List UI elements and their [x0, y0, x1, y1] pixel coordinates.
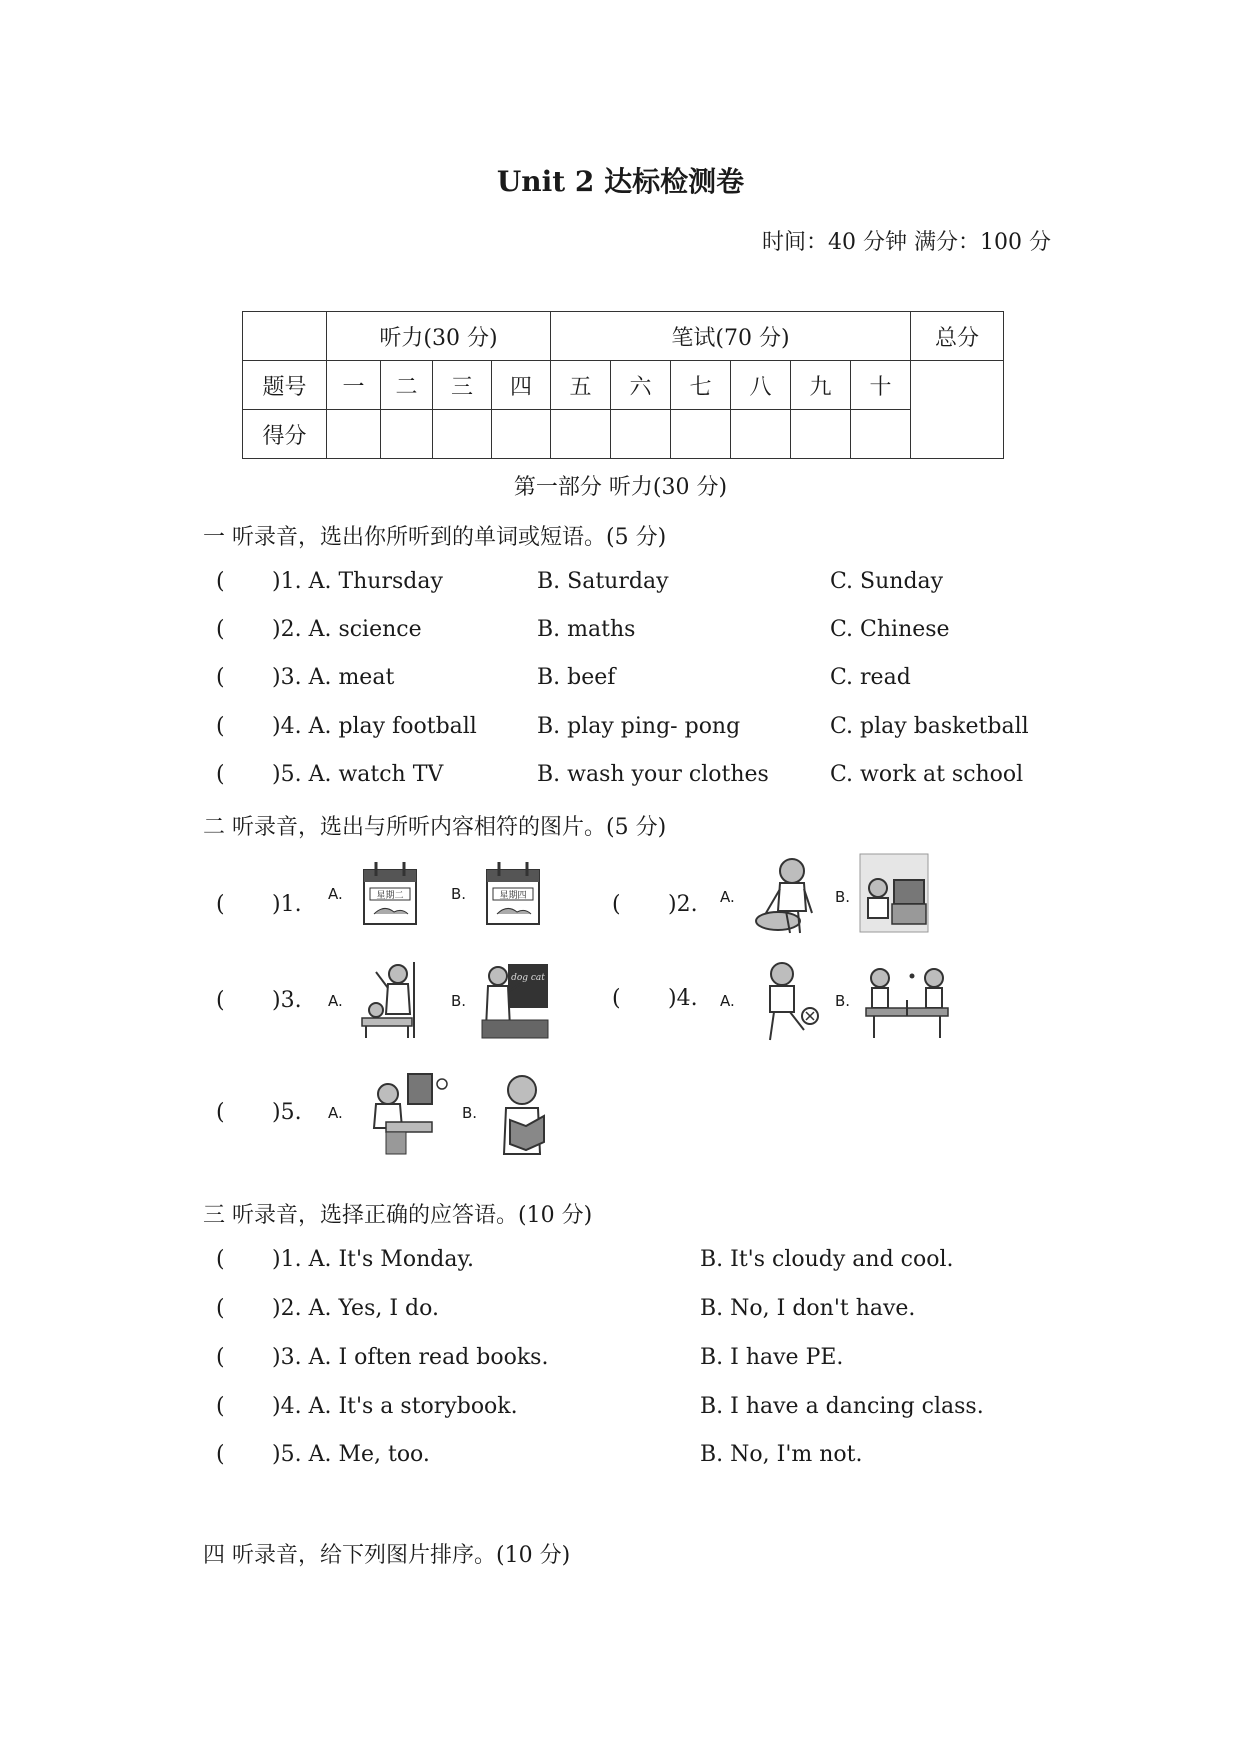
col-1: 一: [327, 361, 381, 410]
q3-option-b: B. No, I'm not.: [700, 1442, 863, 1467]
option-b-label: B.: [835, 992, 851, 1010]
option-a-label: A.: [328, 885, 343, 903]
answer-paren[interactable]: (: [216, 988, 225, 1013]
score-cell-5[interactable]: [551, 410, 611, 459]
option-a-label: A.: [720, 888, 735, 906]
listening-header: 听力(30 分): [327, 312, 551, 361]
q2-item-2: )2.: [668, 892, 698, 917]
calendar-picture-b: [483, 858, 543, 932]
col-3: 三: [433, 361, 492, 410]
teacher-blackboard-picture-b: [480, 958, 550, 1044]
q3-option-b: B. No, I don't have.: [700, 1296, 916, 1321]
answer-paren[interactable]: (: [216, 617, 225, 642]
score-cell-7[interactable]: [671, 410, 731, 459]
answer-paren[interactable]: (: [612, 892, 621, 917]
section-4-heading: 四 听录音，给下列图片排序。(10 分): [203, 1543, 571, 1568]
answer-paren[interactable]: (: [216, 1345, 225, 1370]
blackboard-text: dog cat: [511, 973, 545, 983]
total-header: 总分: [911, 312, 1004, 361]
q1-option-c: C. Sunday: [830, 569, 944, 594]
q1-option-b: B. wash your clothes: [537, 762, 769, 787]
calendar-picture-a: [360, 858, 420, 932]
q3-item-3: )3. A. I often read books.: [272, 1345, 549, 1370]
col-2: 二: [381, 361, 433, 410]
q3-option-b: B. I have PE.: [700, 1345, 844, 1370]
answer-paren[interactable]: (: [216, 1247, 225, 1272]
section-3-heading: 三 听录音，选择正确的应答语。(10 分): [203, 1203, 593, 1228]
q1-option-c: C. play basketball: [830, 714, 1029, 739]
score-cell-8[interactable]: [731, 410, 791, 459]
q1-item-2: )2. A. science: [272, 617, 422, 642]
boy-playing-football-picture: [752, 960, 822, 1050]
girl-at-desk-picture: [358, 1070, 448, 1160]
q3-item-5: )5. A. Me, too.: [272, 1442, 430, 1467]
option-a-label: A.: [328, 992, 343, 1010]
answer-paren[interactable]: (: [216, 1394, 225, 1419]
q3-item-2: )2. A. Yes, I do.: [272, 1296, 439, 1321]
boy-reading-book-picture: [492, 1070, 556, 1160]
score-cell-10[interactable]: [851, 410, 911, 459]
score-cell-2[interactable]: [381, 410, 433, 459]
answer-paren[interactable]: (: [216, 665, 225, 690]
col-5: 五: [551, 361, 611, 410]
option-b-label: B.: [451, 992, 467, 1010]
answer-paren[interactable]: (: [216, 1100, 225, 1125]
q2-item-5: )5.: [272, 1100, 302, 1125]
time-and-score-info: 时间：40 分钟 满分：100 分: [762, 230, 1051, 255]
score-cell-4[interactable]: [492, 410, 551, 459]
q1-option-c: C. read: [830, 665, 911, 690]
col-10: 十: [851, 361, 911, 410]
writing-header: 笔试(70 分): [551, 312, 911, 361]
q2-item-4: )4.: [668, 986, 698, 1011]
calendar-b-text: 星期四: [499, 891, 527, 901]
q1-item-5: )5. A. watch TV: [272, 762, 444, 787]
col-8: 八: [731, 361, 791, 410]
q3-option-b: B. It's cloudy and cool.: [700, 1247, 954, 1272]
q2-item-1: )1.: [272, 892, 302, 917]
score-cell-1[interactable]: [327, 410, 381, 459]
col-6: 六: [611, 361, 671, 410]
score-cell-9[interactable]: [791, 410, 851, 459]
total-score-cell[interactable]: [911, 361, 1004, 459]
boy-washing-clothes-picture: [750, 855, 825, 944]
q1-option-b: B. Saturday: [537, 569, 669, 594]
col-4: 四: [492, 361, 551, 410]
q1-option-b: B. maths: [537, 617, 636, 642]
answer-paren[interactable]: (: [216, 762, 225, 787]
q1-option-c: C. Chinese: [830, 617, 950, 642]
q1-option-b: B. beef: [537, 665, 616, 690]
option-a-label: A.: [720, 992, 735, 1010]
row-label-number: 题号: [243, 361, 327, 410]
row-label-score: 得分: [243, 410, 327, 459]
score-cell-3[interactable]: [433, 410, 492, 459]
q1-item-4: )4. A. play football: [272, 714, 477, 739]
answer-paren[interactable]: (: [216, 714, 225, 739]
calendar-a-text: 星期二: [376, 891, 404, 901]
col-9: 九: [791, 361, 851, 410]
children-playing-ping-pong-picture: [862, 962, 952, 1046]
option-b-label: B.: [451, 885, 467, 903]
q1-item-3: )3. A. meat: [272, 665, 395, 690]
answer-paren[interactable]: (: [216, 569, 225, 594]
option-a-label: A.: [328, 1104, 343, 1122]
q1-option-c: C. work at school: [830, 762, 1024, 787]
col-7: 七: [671, 361, 731, 410]
option-b-label: B.: [835, 888, 851, 906]
section-1-heading: 一 听录音，选出你所听到的单词或短语。(5 分): [203, 525, 667, 550]
girl-watching-tv-picture: [858, 852, 930, 938]
q3-option-b: B. I have a dancing class.: [700, 1394, 984, 1419]
answer-paren[interactable]: (: [216, 892, 225, 917]
page-title: Unit 2 达标检测卷: [496, 165, 745, 198]
answer-paren[interactable]: (: [216, 1442, 225, 1467]
score-table-corner: [243, 312, 327, 361]
score-cell-6[interactable]: [611, 410, 671, 459]
section-2-heading: 二 听录音，选出与所听内容相符的图片。(5 分): [203, 815, 667, 840]
option-b-label: B.: [462, 1104, 478, 1122]
teacher-classroom-picture-a: [358, 958, 423, 1044]
answer-paren[interactable]: (: [216, 1296, 225, 1321]
answer-paren[interactable]: (: [612, 986, 621, 1011]
q2-item-3: )3.: [272, 988, 302, 1013]
q3-item-4: )4. A. It's a storybook.: [272, 1394, 518, 1419]
part-one-heading: 第一部分 听力(30 分): [513, 475, 728, 500]
q3-item-1: )1. A. It's Monday.: [272, 1247, 474, 1272]
score-table: [242, 311, 1004, 459]
q1-item-1: )1. A. Thursday: [272, 569, 443, 594]
q1-option-b: B. play ping- pong: [537, 714, 741, 739]
